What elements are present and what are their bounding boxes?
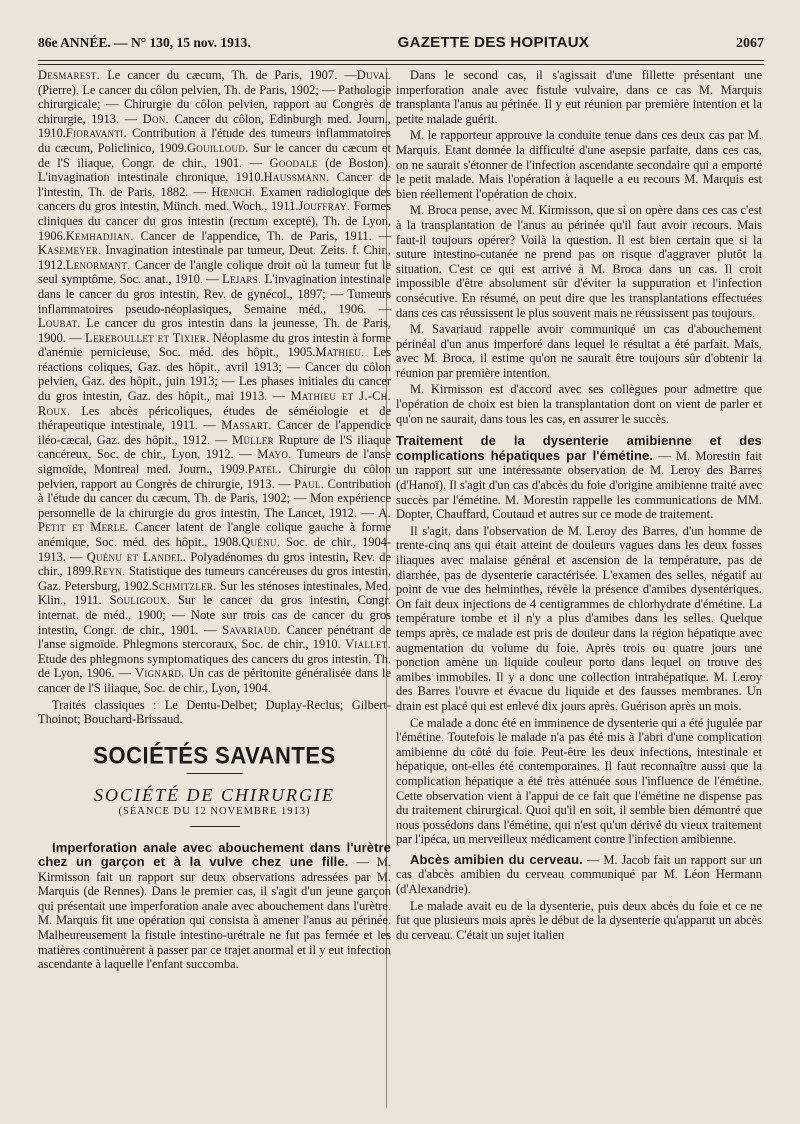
entry-author: Quénu et Landel.: [86, 549, 187, 564]
entry-text: Contribution à l'étude du cancer du cæcum, Th. de Paris, 1902; — Mon expérience personnelle de la chirurgie du gros intestin, The Lancet, 1912. —: [38, 476, 392, 520]
entry-author: Mathieu.: [315, 345, 365, 360]
issue-line: 86e ANNÉE. — N° 130, 15 nov. 1913.: [38, 35, 251, 50]
entry-author: Hœnich.: [211, 184, 256, 199]
entry-author: Patel.: [247, 462, 282, 477]
classic-treatises: Traités classiques : Le Dentu-Delbet; Duplay-Reclus; Gilbert-Thoinot; Bouchard-Brissaud.: [38, 697, 391, 727]
entry-text: Le cancer du cæcum, Th. de Paris, 1907. —: [100, 68, 357, 82]
article-imperforation: [38, 841, 391, 972]
article-abces: [396, 853, 762, 897]
entry-text: Néoplasme du gros intestin à forme d'anémie pernicieuse, Soc. méd. des hôpit., 1905.: [38, 330, 392, 360]
entry-text: L'invagination intestinale dans le cancer du gros intestin, Rev. de gynécol., 1897; — Tumeurs inflammatoires pseudo-néoplasiques, Semaine méd., 1906. —: [38, 272, 391, 316]
session-date: (SÉANCE DU 12 NOVEMBRE 1913): [118, 805, 311, 817]
entry-author: Fioravanti.: [65, 126, 127, 141]
header-rule: [38, 60, 764, 65]
article-lead: — M. Jacob fait un rapport sur un cas d'abcès amibien du cerveau communiqué par M. Léon Hermann (d'Alexandrie).: [396, 852, 763, 897]
entry-author: Lenormant.: [65, 257, 131, 272]
article-lead: — M. Morestin fait un rapport sur une intéressante observation de M. Leroy des Barres (d'Hanoï). Il s'agit d'un cas d'abcès du foie d'origine amibienne traité avec succès par l'émétine. M. Morestin rappelle les communications de MM. Dopter, Chauffard, Coutaud et autres sur ce mode de traitement.: [396, 448, 762, 522]
entry-author: Goodale: [269, 155, 318, 170]
entry-author: Gouilloud.: [187, 140, 249, 155]
page-header: [38, 34, 764, 58]
entry-author: Lejars.: [222, 272, 262, 287]
entry-text: (Pierre). Le cancer du côlon pelvien, Th. de Paris, 1902; — Pathologie chirurgicale; — Chirurgie du côlon pelvien, rapport au Congrès de chirurgie, 1913. —: [38, 82, 391, 126]
entry-author: Don.: [142, 111, 169, 126]
entry-text: Sur les sténoses intestinales, Med. Klin., 1911.: [38, 578, 391, 608]
paragraph: M. Kirmisson est d'accord avec ses collègues pour admettre que l'opération de choix est bien la transplantation dont on vient de parler et qu'on ne saurait, dans tous les cas, en assurer le succès.: [396, 382, 762, 426]
entry-author: Müller: [232, 432, 274, 447]
entry-author: Souligoux.: [109, 593, 171, 608]
entry-author: Viallet.: [345, 637, 391, 652]
entry-text: Formes cliniques du cancer du gros intestin (rectum excepté), Th. de Lyon, 1906.: [38, 199, 391, 243]
right-column: [396, 68, 762, 944]
entry-text: Sur le cancer du cæcum et de l'S iliaque, Congr. de chir., 1901. —: [38, 140, 391, 170]
page-number: 2067: [736, 36, 764, 51]
entry-text: Cancer latent de l'angle colique gauche à forme anémique, Soc. méd. des hôpit., 1908.: [38, 520, 391, 549]
entry-author: Reyn.: [94, 564, 126, 579]
entry-text: Cancer de l'intestin, Th. de Paris, 1882. —: [38, 170, 391, 199]
session-rule: [190, 826, 240, 827]
article-title: Traitement de la dysenterie amibienne et des complications hépatiques par l'émétine.: [396, 433, 762, 463]
entry-text: Rupture de l'S iliaque cancéreux, Soc. de chir., Lyon, 1912. —: [38, 432, 391, 462]
entry-text: Cancer de l'appendice iléo-cæcal, Gaz. des hôpit., 1912. —: [38, 418, 391, 447]
paragraph: Ce malade a donc été en imminence de dysenterie qui a été jugulée par l'émétine. Toutefois le malade n'a pas été mis à l'abri d'une complication amibienne du côté du foie. Peut-être les deux infections, intestinale et hépatique, ont-elles été contemporaines. Il faut reconnaître aussi que la complication hépatique a été très atténuée sous l'influence de l'émétine. Cette observation vient à l'appui de ce fait que l'émétine ne dispense pas du traitement chirurgical. Quoi qu'il en soit, il semble bien démontré que nous possédons dans l'émétine, qui n'est qu'un dérivé du vieux traitement par l'ipéca, un merveilleux médicament contre l'infection amibienne.: [396, 715, 762, 847]
entry-author: Loubat.: [38, 316, 81, 331]
article-dysenterie: [396, 434, 762, 522]
entry-author: Mayo.: [257, 447, 292, 462]
paragraph: M. le rapporteur approuve la conduite tenue dans ces deux cas par M. Marquis. Etant donnée la difficulté d'une asepsie parfaite, dans ces cas, on ne saurait s'étonner de l'infection ascendante secondaire qui a emporté le petit malade. Mais l'opération à laquelle a eu recours M. Marquis est bien réellement l'opération de choix.: [396, 128, 762, 201]
entry-text: Polyadénomes du gros intestin, Rev. de chir., 1899.: [38, 549, 391, 579]
article-title: Abcès amibien du cerveau.: [410, 851, 583, 867]
entry-author: Schmitzler.: [151, 578, 217, 593]
entry-text: Soc. de chir., 1904-1913. —: [38, 535, 391, 564]
article-title: Imperforation anale avec abouchement dans l'urètre chez un garçon et à la vulve chez une fille.: [38, 839, 391, 870]
entry-author: Mathieu et J.-Ch. Roux.: [38, 389, 392, 418]
entry-text: Contribution à l'étude des tumeurs inflammatoires du cæcum, Policlinico, 1909.: [38, 126, 391, 155]
section-rule: [187, 773, 243, 774]
entry-author: Paul.: [294, 476, 325, 491]
left-column: [38, 68, 391, 974]
entry-text: Les réactions coliques, Gaz. des hôpit., avril 1913; — Cancer du côlon pelvien, Gaz. des hôpit., juin 1913; — Les phases initiales du cancer du gros intestin, Gaz. des hôpit., mai 1913. —: [38, 345, 391, 404]
entry-author: Savariaud.: [222, 622, 281, 637]
entry-author: Kemhadjian.: [65, 228, 134, 243]
entry-author: Kasemeyer.: [38, 243, 102, 258]
entry-text: Les abcès péricoliques, études de séméiologie et de thérapeutique intestinale, 1911. —: [38, 403, 391, 433]
entry-text: Un cas de péritonite généralisée dans le cancer de l'S iliaque, Soc. de chir., Lyon, 1904.: [38, 666, 391, 695]
paragraph: Dans le second cas, il s'agissait d'une fillette présentant une imperforation anale avec fistule vulvaire, dans ce cas M. Marquis transplanta l'anus au périnée. Il y eut réunion par première intention et la petite malade guérit.: [396, 68, 762, 126]
entry-text: Tumeurs de l'anse sigmoïde, Montreal med. Journ., 1909.: [38, 447, 391, 477]
entry-text: Sur le cancer du gros intestin, Congr. internat. de méd., 1900; — Note sur trois cas de cancer du gros intestin, Congr. de chir., 1901. —: [38, 593, 391, 637]
entry-text: Chirurgie du côlon pelvien, rapport au Congrès de chirurgie, 1913. —: [38, 462, 391, 491]
entry-text: Cancer de l'appendice, Th. de Paris, 1911. —: [133, 228, 391, 243]
bibliography-entry: [38, 68, 357, 82]
paragraph: Il s'agit, dans l'observation de M. Leroy des Barres, d'un homme de trente-cinq ans qui était atteint de douleurs vagues dans les deux fosses iliaques avec malaise général et ascension de la température, pas de diarrhée, pas de dysenterie caractérisée. L'examen des selles, négatif au point de vue des helminthes, révèle la présence d'amibes dysentériques. On fait deux injections de 4 centigrammes de chlorhydrate d'émétine. La température tombe et il n'y a plus d'amibes dans les selles. Quelque temps après, ce malade est pris de douleur dans la région hépatique avec augmentation du volume du foie. Après trois ou quatre jours une ponction amène un liquide couleur porto dans lequel on trouve des amibes immobiles. Il y a donc une collection intrahépatique. M. Leroy des Barres l'ouvre et évacue du liquide et des fausses membranes. Un drain est placé qui est enlevé dix jours après. Guérison après un mois.: [396, 523, 762, 713]
entry-text: Invagination intestinale par tumeur, Deut. Zeits. f. Chir., 1912.: [38, 243, 391, 272]
entry-author: Lereboullet et Tixier.: [85, 330, 210, 345]
section-title: SOCIÉTÉS SAVANTES: [93, 741, 336, 769]
entry-author: Jouffray.: [298, 199, 351, 214]
entry-author: Desmarest.: [38, 68, 101, 82]
bibliography-entry: [66, 229, 391, 243]
entry-text: Cancer pénétrant de l'anse sigmoïde. Phlegmons stercoraux, Soc. de chir., 1910.: [38, 622, 391, 652]
entry-author: Duval: [356, 68, 391, 82]
entry-text: Examen radiologique des cancers du gros intestin, Münch. med. Woch., 1911.: [38, 184, 391, 214]
entry-author: Vignard.: [135, 666, 185, 681]
entry-author: A. Petit et Merle.: [38, 505, 391, 535]
bibliography: [38, 68, 391, 696]
article-body: — M. Kirmisson fait un rapport sur deux observations adressées par M. Marquis (de Rennes). Dans le premier cas, il s'agit d'un jeune garçon qui présentait une imperforation anale avec abouchement dans l'urètre. M. Marquis fit une opération qui consista à amener l'anus au périnée. Malheureusement la fistule intestino-urétrale ne fut pas fermée et les matières continuèrent à passer par ce trajet anormal et il y eut infection ascendante à laquelle l'enfant succomba.: [38, 855, 391, 972]
paragraph: M. Savariaud rappelle avoir communiqué un cas d'abouchement périnéal d'un anus imperforé dans lequel le résultat a été parfait. Mais, avec M. Broca, il estime qu'on ne saurait être toujours sûr d'obtenir la réunion par première intention.: [396, 322, 762, 380]
entry-author: Haussmann.: [263, 170, 330, 185]
entry-text: Cancer du côlon, Edinburgh med. Journ., 1910.: [38, 111, 391, 141]
entry-text: Etude des phlegmons symptomatiques des cancers du gros intestin, Th. de Lyon, 1906. —: [38, 651, 391, 681]
entry-author: Massart.: [221, 418, 272, 433]
masthead: GAZETTE DES HOPITAUX: [397, 34, 590, 51]
entry-author: Quénu.: [241, 535, 281, 549]
entry-text: Statistique des tumeurs cancéreuses du gros intestin, Gaz. Petersburg, 1902.: [38, 564, 391, 593]
entry-text: (de Boston). L'invagination intestinale chronique, 1910.: [38, 155, 391, 185]
society-title: SOCIÉTÉ DE CHIRURGIE: [94, 785, 335, 806]
paragraph: Le malade avait eu de la dysenterie, puis deux abcès du foie et ce ne fut que plusieurs mois après le début de la dysenterie qu'apparut un abcès du cerveau. C'était un sujet italien: [396, 898, 762, 942]
entry-text: Le cancer du gros intestin dans la jeunesse, Th. de Paris, 1900. —: [38, 316, 391, 345]
entry-text: Cancer de l'angle colique droit où la tumeur fut le seul symptôme, Soc. anat., 1910. —: [38, 257, 391, 287]
paragraph: M. Broca pense, avec M. Kirmisson, que si on opère dans ces cas c'est à la transplantation de l'anus au périnée qu'il faut avoir recours. Mais faut-il toujours opérer? Voilà la question. Il est bien certain que si la suture intestino-cutanée ne prend pas on risque d'aggraver plutôt la situation. C'est ce qui est arrivé à M. Broca dans un cas. Il croit impossible d'être absolument sûr d'éviter la suppuration et l'infection consécutive. En résumé, on peut dire que les transplantations effectuées dans ces cas réussissent le plus souvent mais ne réussissent pas toujours.: [396, 203, 762, 320]
